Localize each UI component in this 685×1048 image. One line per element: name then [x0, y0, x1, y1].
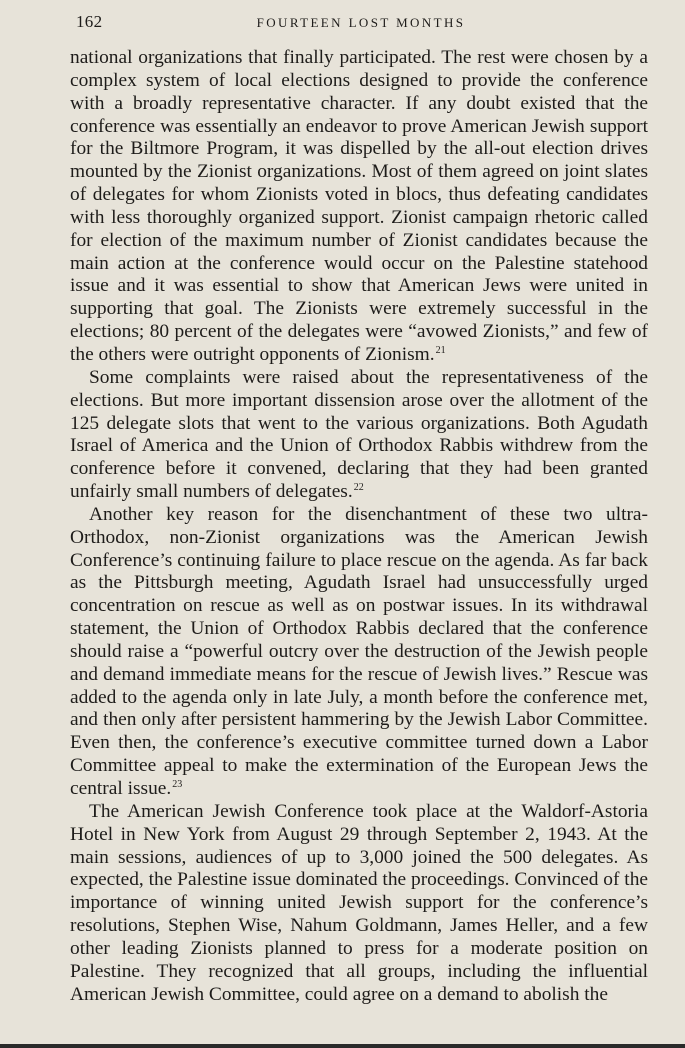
footnote-marker: 23 — [172, 779, 183, 790]
footnote-marker: 22 — [353, 482, 364, 494]
paragraph — [70, 367, 648, 504]
body-text — [70, 47, 648, 1006]
running-head: FOURTEEN LOST MONTHS — [256, 15, 466, 30]
page-bottom-edge — [0, 1044, 685, 1048]
paragraph-text: The American Jewish Conference took place at the Waldorf-Astoria Hotel in New York from August 29 through September 2, 1943. At the main sessions, audiences of up to 3,000 joined the 500 delegates. As expected, the Palestine issue dominated the proceedings. Convinced of the importance of winning united Jewish support for the conference’s resolutions, Stephen Wise, Nahum Goldmann, James Heller, and a few other leading Zionists planned to press for a moderate position on Palestine. They recognized that all groups, including the influential American Jewish Committee, could agree on a demand to abolish the — [70, 800, 648, 1005]
paragraph — [70, 801, 648, 1007]
paragraph-text: national organizations that finally participated. The rest were chosen by a complex system of local elections designed to provide the conference with a broadly representative character. If any doubt existed that the conference was essentially an endeavor to prove American Jewish support for the Biltmore Program, it was dispelled by the all-out election drives mounted by the Zionist organizations. Most of them agreed on joint slates of delegates for whom Zionists voted in blocs, thus defeating candidates with less thoroughly organized support. Zionist campaign rhetoric called for election of the maximum number of Zionist candidates because the main action at the conference would occur on the Palestine statehood issue and it was essential to show that American Jews were united in supporting that goal. The Zionists were extremely successful in the elections; 80 percent of the delegates were “avowed Zionists,” and few of the others were outright opponents of Zionism. — [70, 47, 648, 365]
paragraph — [70, 504, 648, 801]
page-number: 162 — [76, 12, 103, 31]
page-header — [76, 12, 646, 36]
paragraph-text: Another key reason for the disenchantment of these two ultra-Orthodox, non-Zionist organizations was the American Jewish Conference’s continuing failure to place rescue on the agenda. As far back as the Pittsburgh meeting, Agudath Israel had unsuccessfully urged concentration on rescue as well as on postwar issues. In its withdrawal statement, the Union of Orthodox Rabbis declared that the conference should raise a “powerful outcry over the destruction of the Jewish people and demand immediate means for the rescue of Jewish lives.” Rescue was added to the agenda only in late July, a month before the conference met, and then only after persistent hammering by the Jewish Labor Committee. Even then, the conference’s executive committee turned down a Labor Committee appeal to make the extermination of the European Jews the central issue. — [70, 503, 648, 799]
paragraph-text: Some complaints were raised about the representativeness of the elections. But more important dissension arose over the allotment of the 125 delegate slots that went to the various organizations. Both Agudath Israel of America and the Union of Orthodox Rabbis withdrew from the conference before it convened, declaring that they had been granted unfairly small numbers of delegates. — [70, 366, 648, 503]
footnote-marker: 21 — [435, 344, 446, 356]
paragraph — [70, 47, 648, 367]
